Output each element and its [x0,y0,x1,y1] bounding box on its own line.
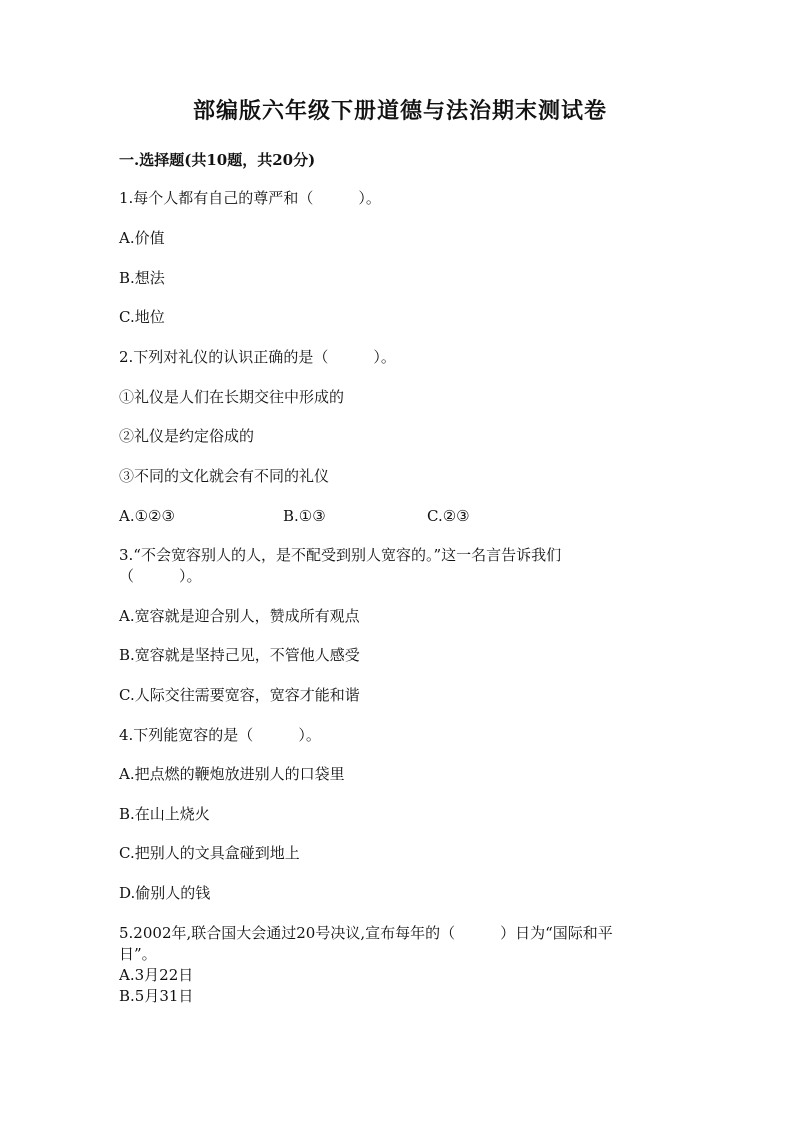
question-5-stem-line-2: 日”。 [119,945,157,963]
question-2-option-a: A.①②③ [119,507,175,525]
question-3-stem-line-1: 3.“不会宽容别人的人，是不配受到别人宽容的。”这一名言告诉我们 [119,546,562,564]
question-5-option-a: A.3月22日 [119,966,194,984]
question-3-stem-line-2: （ ）。 [119,567,202,585]
question-4-option-b: B.在山上烧火 [119,805,210,823]
question-4-stem: 4.下列能宽容的是（ ）。 [119,726,321,744]
question-2-stem: 2.下列对礼仪的认识正确的是（ ）。 [119,348,396,366]
question-5-stem-line-1: 5.2002年,联合国大会通过20号决议,宣布每年的（ ）日为“国际和平 [119,924,613,942]
question-4-option-c: C.把别人的文具盒碰到地上 [119,844,300,862]
question-4-option-d: D.偷别人的钱 [119,884,211,902]
question-1-stem: 1.每个人都有自己的尊严和（ ）。 [119,189,381,207]
question-2-option-c: C.②③ [427,507,470,525]
question-5-option-b: B.5月31日 [119,987,194,1005]
question-3-option-c: C.人际交往需要宽容，宽容才能和谐 [119,686,360,704]
question-3-option-a: A.宽容就是迎合别人，赞成所有观点 [119,607,360,625]
question-4-option-a: A.把点燃的鞭炮放进别人的口袋里 [119,765,345,783]
section-heading: 一.选择题(共10题，共20分) [119,151,316,169]
page-title: 部编版六年级下册道德与法治期末测试卷 [192,98,607,124]
question-1-option-b: B.想法 [119,269,165,287]
question-1-option-a: A.价值 [119,229,165,247]
question-2-statement-2: ②礼仪是约定俗成的 [119,427,255,445]
question-2-statement-1: ①礼仪是人们在长期交往中形成的 [119,388,345,406]
question-1-option-c: C.地位 [119,308,165,326]
question-2-statement-3: ③不同的文化就会有不同的礼仪 [119,467,330,485]
question-2-option-b: B.①③ [283,507,326,525]
question-3-option-b: B.宽容就是坚持己见，不管他人感受 [119,646,360,664]
